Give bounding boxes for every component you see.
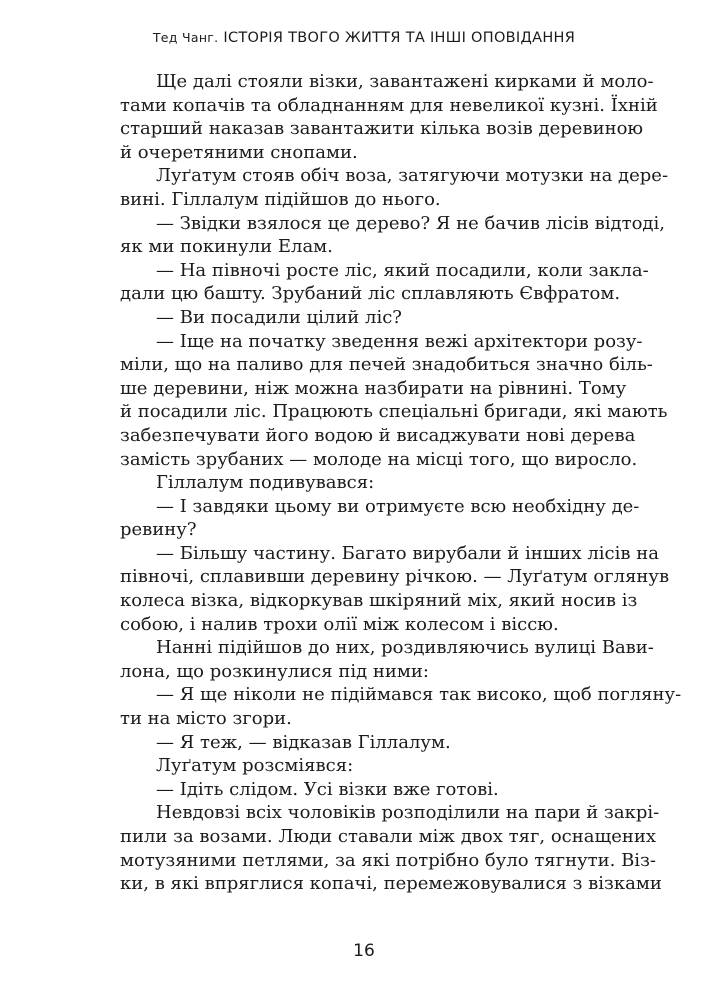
text-line: — Звідки взялося це дерево? Я не бачив лісів відтоді, <box>156 212 665 234</box>
paragraph <box>120 164 669 211</box>
text-line: й посадили ліс. Працюють спеціальні бригади, які мають <box>120 401 668 423</box>
paragraph <box>120 801 662 895</box>
text-line: ше деревини, ніж можна назбирати на рівнині. Тому <box>120 377 627 399</box>
text-line: замість зрубаних — молоде на місці того, що виросло. <box>120 448 638 470</box>
page-body <box>120 70 682 896</box>
header-title: ІСТОРІЯ ТВОГО ЖИТТЯ ТА ІНШІ ОПОВІДАННЯ <box>223 30 576 46</box>
text-line: Невдовзі всіх чоловіків розподілили на пари й закрі- <box>156 802 660 824</box>
running-header <box>0 30 728 46</box>
paragraph <box>120 636 654 683</box>
text-line: Луґатум розсміявся: <box>156 755 354 777</box>
paragraph <box>120 70 658 164</box>
text-line: собою, і налив трохи олії між колесом і віссю. <box>120 613 559 635</box>
text-line: Гіллалум подивувався: <box>156 472 375 494</box>
text-line: ревину? <box>120 519 197 541</box>
paragraph <box>120 683 682 730</box>
paragraph <box>120 306 612 330</box>
text-line: дали цю баштy. Зрубаний ліс сплавляють Євфратом. <box>120 283 621 305</box>
text-line: й очеретяними снопами. <box>120 141 358 163</box>
text-line: лона, що розкинулися під ними: <box>120 660 429 682</box>
text-line: вині. Гіллалум підійшов до нього. <box>120 188 441 210</box>
text-line: Нанні підійшов до них, роздивляючись вулиці Вави- <box>156 637 654 659</box>
paragraph <box>120 542 670 636</box>
paragraph <box>120 754 612 778</box>
text-line: — Я теж, — відказав Гіллалум. <box>156 731 451 753</box>
paragraph <box>120 212 665 259</box>
text-line: — Ідіть слідом. Усі візки вже готові. <box>156 778 499 800</box>
paragraph <box>120 731 612 755</box>
paragraph <box>120 259 649 306</box>
text-line: забезпечувати його водою й висаджувати нові дерева <box>120 424 636 446</box>
text-line: міли, що на паливо для печей знадобиться значно біль- <box>120 354 653 376</box>
text-line: старший наказав завантажити кілька возів деревиною <box>120 118 644 140</box>
text-line: — Іще на початку зведення вежі архітектори розу- <box>156 330 643 352</box>
text-line: ки, в які впряглися копачі, перемежовувалися з візками <box>120 873 662 895</box>
page-number: 16 <box>353 941 375 961</box>
paragraph <box>120 495 640 542</box>
header-author: Тед Чанг. <box>152 30 219 45</box>
text-line: як ми покинули Елам. <box>120 236 333 258</box>
paragraph <box>120 471 612 495</box>
text-line: — Ви посадили цілий ліс? <box>156 306 402 328</box>
text-line: — І завдяки цьому ви отримуєте всю необхідну де- <box>156 495 640 517</box>
text-line: півночі, сплавивши деревину річкою. — Луґатум оглянув <box>120 566 670 588</box>
text-line: ти на місто згори. <box>120 708 292 730</box>
text-line: колеса візка, відкоркував шкіряний міх, який носив із <box>120 590 638 612</box>
text-line: — Більшу частину. Багато вирубали й інших лісів на <box>156 542 659 564</box>
text-line: мотузяними петлями, за які потрібно було тягнути. Віз- <box>120 849 656 871</box>
text-line: Луґатум стояв обіч воза, затягуючи мотузки на дере- <box>156 165 669 187</box>
text-line: — Я ще ніколи не підіймався так високо, щоб погляну- <box>156 684 682 706</box>
paragraph <box>120 778 612 802</box>
text-line: пили за возами. Люди ставали між двох тяг, оснащених <box>120 826 656 847</box>
paragraph <box>120 330 668 472</box>
text-line: — На півночі росте ліс, який посадили, коли закла- <box>156 259 649 281</box>
text-line: Ще далі стояли візки, завантажені кирками й моло- <box>156 71 654 92</box>
text-line: тами копачів та обладнанням для невеликої кузні. Їхній <box>120 94 658 116</box>
